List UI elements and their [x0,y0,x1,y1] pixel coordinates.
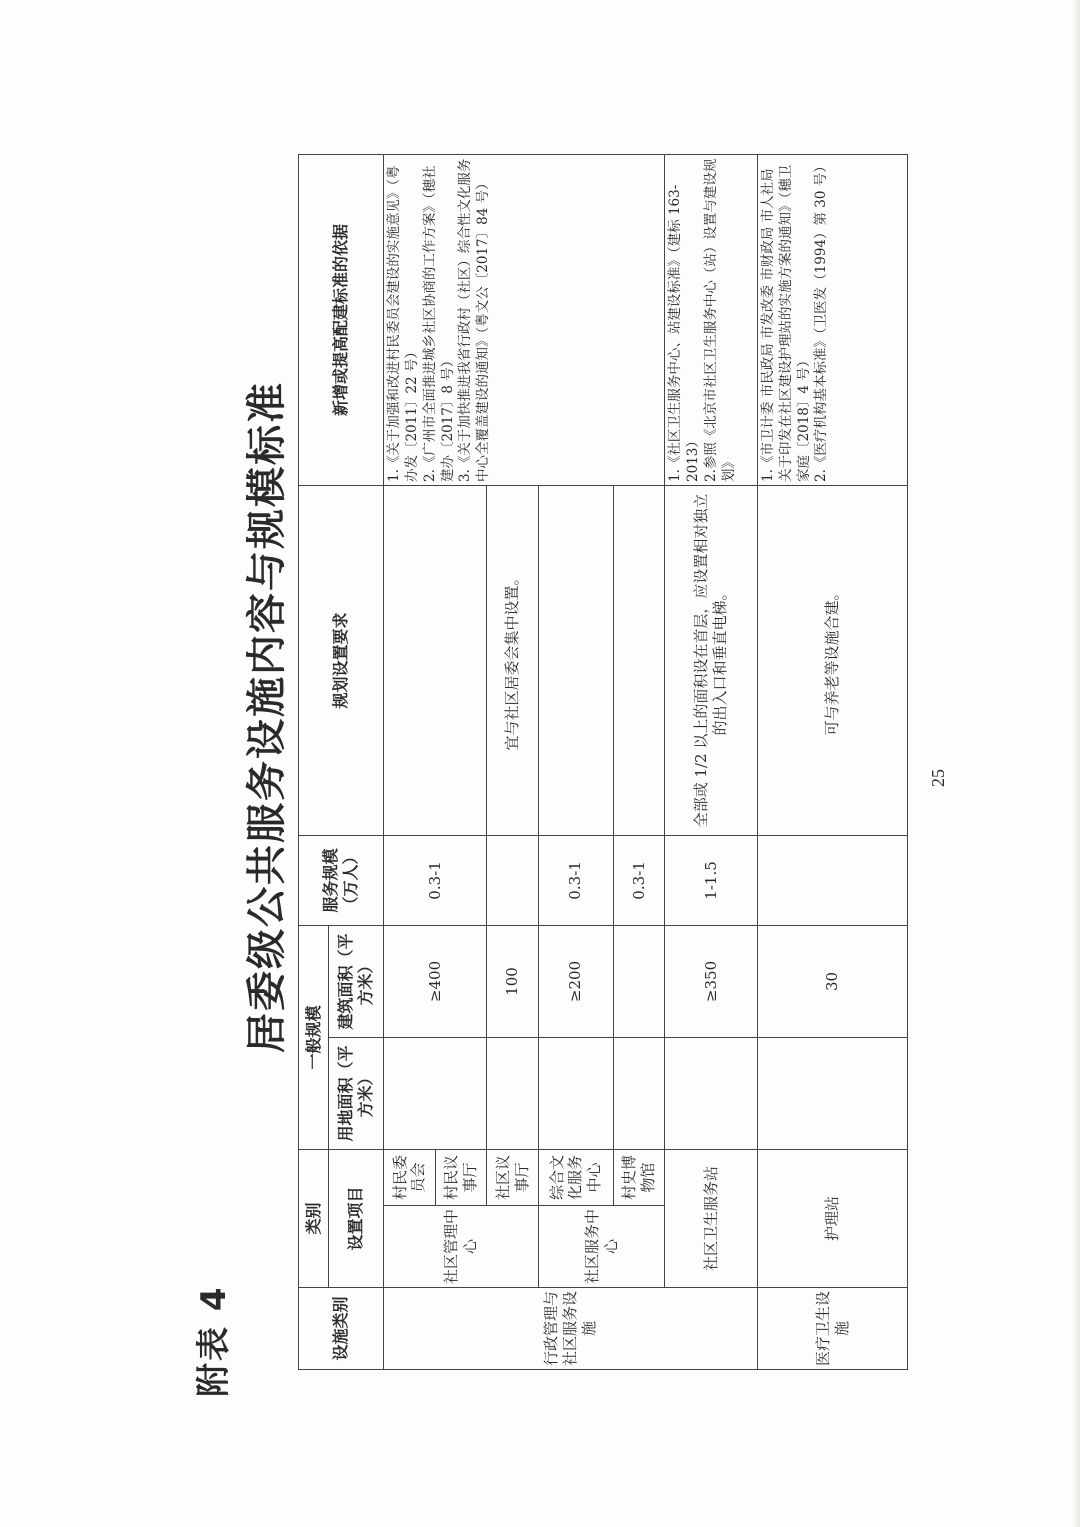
basis-line: 1.《社区卫生服务中心、站建设标准》（建标 163-2013） [667,184,702,482]
appendix-label: 附表 4 [194,1285,234,1397]
land-area-cell [384,1037,487,1149]
item-cell: 村民委员会 [384,1149,436,1205]
basis-line: 2.《广州市全面推进城乡社区协商的工作方案》（穗社建办〔2017〕8 号） [421,165,456,482]
header-facility-category: 设施类别 [299,1288,384,1370]
group-admin: 行政管理与社区服务设施 [384,1288,758,1370]
basis-line: 1.《市卫计委 市民政局 市发改委 市财政局 市人社局关于印发在社区建设护理站的实施方案的通知》（穗卫家庭〔2018〕4 号） [760,164,812,482]
service-scale-cell: 0.3-1 [384,835,487,925]
page-title: 居委级公共服务设施内容与规模标准 [243,381,290,1053]
page-number: 25 [928,769,948,787]
service-scale-cell [487,835,539,925]
group-service-center: 社区服务中心 [539,1206,665,1288]
header-general-scale: 一般规模 [299,925,329,1149]
table-row [665,154,758,1369]
item-cell: 村史博物馆 [613,1149,665,1205]
land-area-cell [613,1037,665,1149]
header-building-area: 建筑面积（平方米） [329,925,384,1037]
group-medical: 医疗卫生设施 [758,1288,908,1370]
basis-health-station [665,154,758,485]
standards-table [298,154,908,1370]
requirement-cell [539,485,613,835]
service-scale-cell: 0.3-1 [539,835,613,925]
header-land-area: 用地面积（平方米） [329,1037,384,1149]
basis-admin [384,154,665,485]
header-requirement: 规划设置要求 [299,485,384,835]
service-scale-cell: 0.3-1 [613,835,665,925]
item-cell: 社区卫生服务站 [665,1149,758,1287]
land-area-cell [539,1037,613,1149]
building-area-cell: ≥400 [384,925,487,1037]
land-area-cell [758,1037,908,1149]
service-scale-cell [758,835,908,925]
requirement-cell: 宜与社区居委会集中设置。 [487,485,539,835]
item-cell: 护理站 [758,1149,908,1287]
requirement-cell: 可与养老等设施合建。 [758,485,908,835]
land-area-cell [487,1037,539,1149]
table-row [384,154,436,1369]
item-cell: 社区议事厅 [487,1149,539,1205]
table-row [758,154,908,1369]
basis-line: 2.《医疗机构基本标准》（卫医发（1994）第 30 号） [813,159,830,482]
building-area-cell: ≥200 [539,925,613,1037]
basis-nursing [758,154,908,485]
requirement-cell [613,485,665,835]
service-scale-cell: 1-1.5 [665,835,758,925]
basis-line: 3.《关于加快推进我省行政村（社区）综合性文化服务中心全覆盖建设的通知》（粤文公〔2017〕84 号） [457,158,492,482]
basis-line: 1.《关于加强和改进村民委员会建设的实施意见》（粤办发〔2011〕22 号） [386,165,420,482]
building-area-cell [613,925,665,1037]
requirement-cell: 全部或 1/2 以上的面积设在首层，应设置相对独立的出入口和垂直电梯。 [665,485,758,835]
requirement-cell [384,485,487,835]
building-area-cell: ≥350 [665,925,758,1037]
building-area-cell: 30 [758,925,908,1037]
item-cell: 村民议事厅 [435,1149,487,1205]
land-area-cell [665,1037,758,1149]
item-cell: 综合文化服务中心 [539,1149,613,1205]
header-basis: 新增或提高配建标准的依据 [299,154,384,485]
header-row-1 [299,154,329,1369]
group-mgmt-center: 社区管理中心 [384,1206,539,1288]
building-area-cell: 100 [487,925,539,1037]
basis-line: 2.参照《北京市社区卫生服务中心（站）设置与建设规划》 [702,158,737,482]
header-service-scale: 服务规模（万人） [299,835,384,925]
header-category: 类别 [299,1149,329,1287]
header-item: 设置项目 [329,1149,384,1287]
